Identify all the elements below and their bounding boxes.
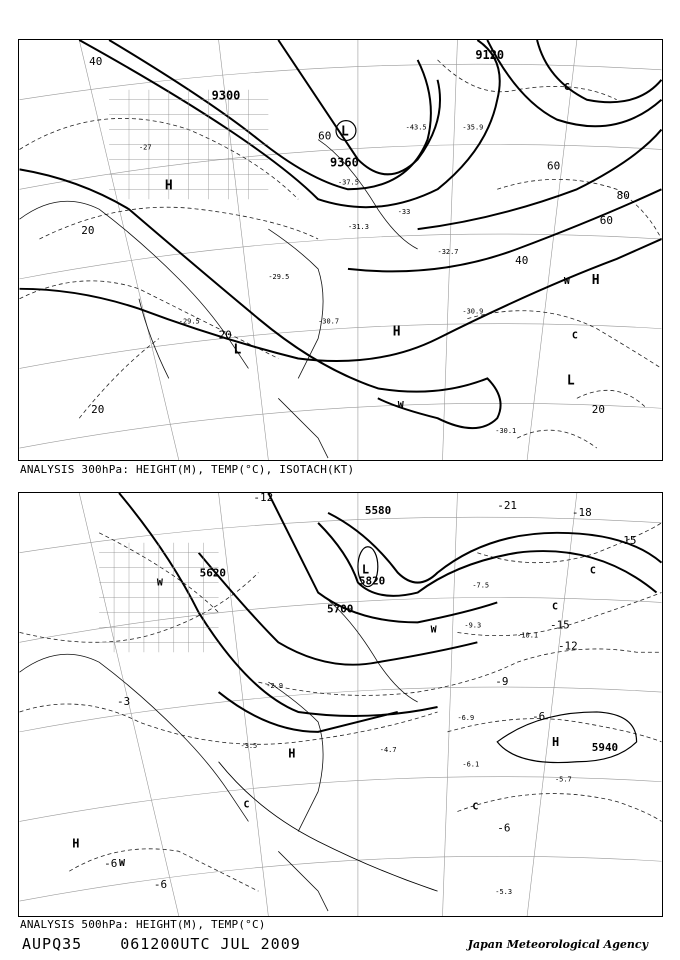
temp-hatch	[99, 543, 218, 652]
temp-label: -43.5	[405, 123, 427, 132]
isotherm-label: -12	[557, 639, 578, 653]
agency-credit: Japan Meteorological Agency	[467, 938, 648, 951]
isotherm-label: -3	[117, 694, 131, 708]
temp-label: -32.7	[437, 247, 459, 256]
isotherm-label: -6	[153, 878, 168, 892]
isotach-label: 20	[218, 328, 232, 342]
station-label-group	[240, 582, 571, 897]
height-label: 5820	[358, 574, 386, 588]
height-label: 5700	[327, 602, 354, 616]
warm-center: W	[156, 577, 163, 589]
temp-label: -35.9	[462, 123, 484, 132]
isotherm-label: -15	[550, 618, 570, 632]
warm-center: W	[119, 858, 126, 870]
low-center: L	[233, 342, 242, 358]
warm-center: W	[397, 400, 404, 412]
high-center: H	[72, 836, 80, 851]
isotherm-label: -21	[497, 498, 518, 512]
station-label: -5.7	[554, 775, 572, 784]
chart-300hpa-map	[18, 39, 663, 461]
height-label: 5940	[591, 740, 619, 754]
isotach-label: 60	[599, 214, 613, 228]
isotach-hatch	[109, 90, 268, 199]
temp-label: -29.5	[178, 317, 200, 326]
temp-label: -31.3	[347, 223, 369, 232]
high-center: H	[288, 746, 296, 761]
low-center: L	[566, 373, 575, 389]
height-contours	[20, 40, 662, 428]
warm-center: W	[563, 275, 570, 287]
station-label: -6.9	[457, 713, 475, 722]
temp-label: -29.5	[268, 272, 290, 281]
height-label: 5620	[199, 566, 227, 580]
cold-center: C	[589, 565, 596, 577]
isotach-label: 20	[591, 403, 605, 417]
low-center: L	[340, 124, 349, 140]
station-label: -10.1	[517, 631, 539, 640]
isotach-label: 20	[81, 224, 95, 238]
isotach-label: 60	[318, 129, 332, 143]
isotherm-label: -18	[571, 505, 592, 519]
high-center: H	[552, 734, 560, 749]
low-center: L	[361, 562, 370, 577]
chart-500hpa-svg	[19, 493, 662, 916]
high-center: H	[392, 324, 401, 340]
high-center: H	[164, 178, 173, 194]
isotherm-label: -6	[497, 821, 511, 835]
isotherms	[20, 523, 662, 891]
cold-center: C	[243, 799, 250, 811]
isotherm-label: -6	[104, 857, 118, 871]
isotach-label: 40	[89, 54, 103, 68]
temp-label: -33	[397, 208, 411, 217]
isotherm-label: -6	[532, 709, 546, 723]
temp-label: -30.9	[462, 307, 484, 316]
height-label: 9300	[211, 88, 241, 103]
temp-label: -30.7	[318, 317, 340, 326]
chart-300hpa-svg	[19, 40, 662, 460]
product-code: AUPQ35	[22, 935, 83, 953]
temp-label: -30.1	[495, 427, 517, 436]
temp-label: -27	[138, 143, 152, 152]
height-label: 9120	[475, 47, 505, 62]
station-label: -4.7	[379, 745, 397, 754]
isotach-label: 60	[547, 159, 561, 173]
product-footer	[22, 935, 329, 953]
isotach-label-group	[81, 55, 630, 416]
cold-center: C	[571, 330, 578, 342]
chart-300-caption: ANALYSIS 300hPa: HEIGHT(M), TEMP(°C), ISOTACH(KT)	[20, 463, 355, 476]
isotherm-label: -15	[616, 533, 637, 547]
station-label: -7.5	[472, 581, 490, 590]
isotach-label: 80	[616, 189, 630, 203]
cold-center: C	[472, 801, 479, 813]
station-label: -9.3	[464, 621, 482, 630]
isotherms	[20, 60, 662, 448]
cold-center: C	[563, 81, 570, 93]
cold-center: C	[552, 601, 558, 613]
station-label: -5.3	[495, 888, 513, 897]
station-label: -6.1	[462, 760, 480, 769]
isotach-label: 40	[515, 253, 529, 267]
isotherm-label: -12	[253, 493, 274, 504]
warm-center: W	[430, 624, 437, 636]
isotherm-label: -9	[495, 675, 509, 689]
high-center: H	[591, 272, 600, 288]
thin-contour	[219, 762, 438, 891]
graticule	[20, 40, 662, 460]
chart-500-caption: ANALYSIS 500hPa: HEIGHT(M), TEMP(°C)	[20, 918, 266, 931]
station-label: -2.9	[266, 682, 284, 691]
isotach-label: 20	[91, 403, 105, 417]
temp-label: -37.5	[338, 178, 359, 187]
valid-time: 061200UTC JUL 2009	[120, 935, 301, 953]
height-label: 9360	[330, 155, 359, 170]
station-label: -3.5	[240, 741, 258, 750]
height-label: 5580	[364, 503, 392, 517]
chart-500hpa-map	[18, 492, 663, 917]
